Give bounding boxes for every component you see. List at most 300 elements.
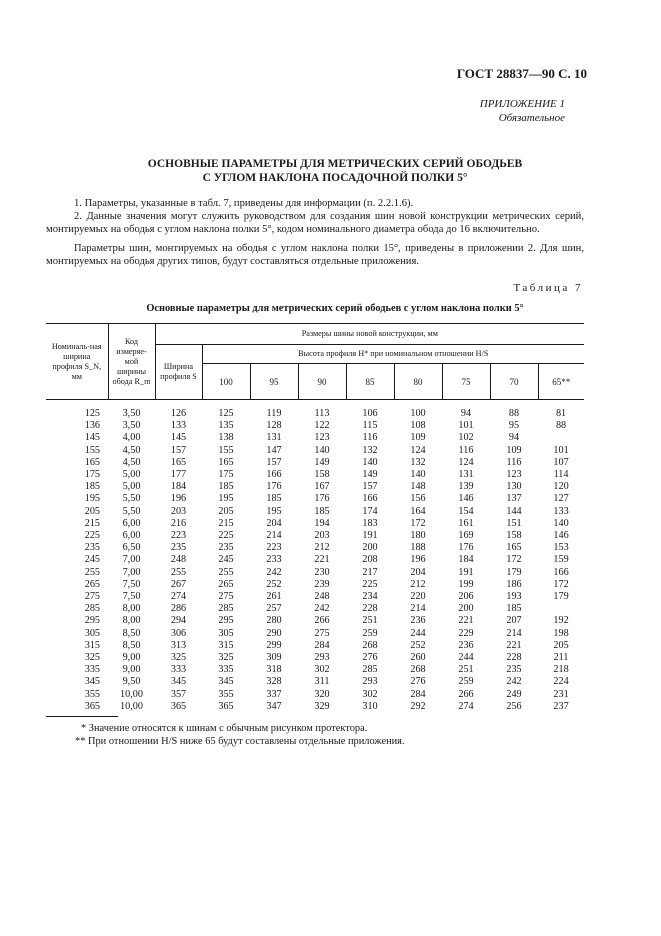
header-profile-height: Высота профиля H* при номинальном отношении H/S bbox=[202, 345, 584, 364]
paragraph-3: Параметры шин, монтируемых на ободья с углом наклона полки 15°, приведены в приложении 2. Для шин, монтируемых на ободья других типов, будут составляться отдельные приложения. bbox=[46, 243, 584, 267]
table-cell: 81 bbox=[555, 408, 567, 419]
table-row bbox=[46, 469, 584, 481]
table-cell: 164 bbox=[410, 505, 426, 517]
table-cell: 242 bbox=[266, 566, 282, 578]
table-cell: 205 bbox=[218, 505, 234, 517]
table-cell: 9,00 bbox=[122, 652, 141, 664]
table-cell: 311 bbox=[314, 676, 330, 688]
table-cell: 229 bbox=[458, 627, 474, 639]
table-cell: 223 bbox=[266, 542, 282, 554]
title-line-1: ОСНОВНЫЕ ПАРАМЕТРЫ ДЛЯ МЕТРИЧЕСКИХ СЕРИЙ ОБОДЬЕВ bbox=[147, 158, 523, 170]
table-cell: 159 bbox=[553, 554, 569, 566]
table-cell: 88 bbox=[508, 408, 520, 419]
appendix-label bbox=[480, 97, 565, 125]
table-cell: 123 bbox=[506, 469, 522, 481]
table-cell: 195 bbox=[84, 493, 100, 505]
table-row bbox=[46, 542, 584, 554]
table-cell: 212 bbox=[410, 578, 426, 590]
table-cell: 176 bbox=[458, 542, 474, 554]
table-cell: 221 bbox=[506, 639, 522, 651]
table-cell: 266 bbox=[458, 688, 474, 700]
table-cell: 101 bbox=[458, 420, 474, 432]
table-cell: 302 bbox=[362, 688, 378, 700]
table-cell: 4,50 bbox=[122, 456, 141, 468]
table-cell: 94 bbox=[508, 432, 520, 444]
table-cell: 135 bbox=[218, 420, 234, 432]
table-row bbox=[46, 481, 584, 493]
table-cell: 231 bbox=[553, 688, 569, 700]
table-cell: 149 bbox=[314, 456, 330, 468]
table-cell: 6,00 bbox=[122, 517, 141, 529]
table-cell: 175 bbox=[218, 469, 234, 481]
table-cell: 251 bbox=[362, 615, 378, 627]
table-cell: 268 bbox=[410, 664, 426, 676]
table-cell: 128 bbox=[266, 420, 282, 432]
table-cell: 188 bbox=[410, 542, 426, 554]
table-cell: 328 bbox=[266, 676, 282, 688]
table-cell: 166 bbox=[266, 469, 282, 481]
table-cell: 295 bbox=[218, 615, 234, 627]
table-cell: 157 bbox=[362, 481, 378, 493]
table-cell: 132 bbox=[362, 444, 378, 456]
table-cell: 186 bbox=[506, 578, 522, 590]
table-cell: 155 bbox=[218, 444, 234, 456]
table-cell: 185 bbox=[266, 493, 282, 505]
table-cell: 179 bbox=[506, 566, 522, 578]
table-cell: 293 bbox=[362, 676, 378, 688]
table-row bbox=[46, 640, 584, 652]
header-new-design-dimensions: Размеры шины новой конструкции, мм bbox=[155, 324, 584, 345]
table-cell: 185 bbox=[84, 481, 100, 493]
table-cell: 236 bbox=[410, 615, 426, 627]
table-cell: 208 bbox=[362, 554, 378, 566]
table-cell: 335 bbox=[218, 664, 234, 676]
table-row bbox=[46, 493, 584, 505]
table-row bbox=[46, 676, 584, 688]
table-cell: 144 bbox=[506, 505, 522, 517]
table-cell: 276 bbox=[362, 652, 378, 664]
table-cell: 5,00 bbox=[122, 469, 141, 481]
table-cell: 220 bbox=[410, 591, 426, 603]
table-cell: 255 bbox=[218, 566, 234, 578]
table-cell: 221 bbox=[314, 554, 330, 566]
table-cell: 242 bbox=[506, 676, 522, 688]
table-cell: 119 bbox=[266, 408, 282, 419]
table-cell: 158 bbox=[314, 469, 330, 481]
table-cell: 116 bbox=[506, 456, 522, 468]
table-cell: 126 bbox=[170, 408, 187, 419]
table-cell: 123 bbox=[314, 432, 330, 444]
table-cell: 286 bbox=[170, 603, 187, 615]
table-cell: 184 bbox=[170, 481, 187, 493]
table-cell: 145 bbox=[84, 432, 100, 444]
table-cell: 125 bbox=[84, 408, 100, 419]
table-row bbox=[46, 664, 584, 676]
table-cell: 172 bbox=[553, 578, 569, 590]
table-cell: 275 bbox=[314, 627, 330, 639]
table-cell: 125 bbox=[218, 408, 234, 419]
table-cell: 221 bbox=[458, 615, 474, 627]
appendix-title: ПРИЛОЖЕНИЕ 1 bbox=[479, 98, 565, 110]
table-cell: 8,00 bbox=[122, 603, 141, 615]
table-cell: 256 bbox=[506, 700, 522, 712]
table-cell: 337 bbox=[266, 688, 282, 700]
table-cell: 138 bbox=[218, 432, 234, 444]
table-cell: 203 bbox=[314, 530, 330, 542]
table-cell: 196 bbox=[170, 493, 187, 505]
table-cell: 266 bbox=[314, 615, 330, 627]
table-cell: 195 bbox=[218, 493, 234, 505]
table-cell: 5,00 bbox=[122, 481, 141, 493]
table-cell: 172 bbox=[410, 517, 426, 529]
appendix-status: Обязательное bbox=[498, 112, 565, 124]
table-cell: 161 bbox=[458, 517, 474, 529]
header-ratio-3: 85 bbox=[346, 364, 394, 400]
table-cell: 169 bbox=[458, 530, 474, 542]
table-cell: 237 bbox=[553, 700, 569, 712]
table-cell: 95 bbox=[508, 420, 520, 432]
table-cell: 216 bbox=[170, 517, 187, 529]
table-cell: 347 bbox=[266, 700, 282, 712]
table-cell: 294 bbox=[170, 615, 187, 627]
header-section-width: Ширина профиля S bbox=[155, 345, 202, 400]
table-cell: 230 bbox=[314, 566, 330, 578]
table-cell: 165 bbox=[170, 456, 187, 468]
table-cell: 242 bbox=[314, 603, 330, 615]
table-cell: 203 bbox=[170, 505, 187, 517]
table-row bbox=[46, 530, 584, 542]
table-cell: 207 bbox=[506, 615, 522, 627]
table-cell: 140 bbox=[314, 444, 330, 456]
table-cell: 235 bbox=[218, 542, 234, 554]
table-cell: 265 bbox=[218, 578, 234, 590]
table-cell: 276 bbox=[410, 676, 426, 688]
table-cell: 193 bbox=[506, 591, 522, 603]
table-cell: 195 bbox=[266, 505, 282, 517]
table-cell: 131 bbox=[458, 469, 474, 481]
table-cell: 8,50 bbox=[122, 639, 141, 651]
table-cell: 305 bbox=[84, 627, 100, 639]
table-cell: 158 bbox=[506, 530, 522, 542]
table-cell: 114 bbox=[553, 469, 569, 481]
table-cell: 139 bbox=[458, 481, 474, 493]
table-cell: 108 bbox=[410, 420, 426, 432]
table-cell: 140 bbox=[410, 469, 426, 481]
table-cell: 329 bbox=[314, 700, 330, 712]
table-row bbox=[46, 400, 584, 421]
table-cell: 88 bbox=[555, 420, 567, 432]
table-cell: 184 bbox=[458, 554, 474, 566]
header-ratio-0: 100 bbox=[202, 364, 250, 400]
table-cell: 249 bbox=[506, 688, 522, 700]
table-cell: 8,00 bbox=[122, 615, 141, 627]
table-cell: 355 bbox=[84, 688, 100, 700]
table-cell: 176 bbox=[314, 493, 330, 505]
table-cell: 315 bbox=[218, 639, 234, 651]
table-cell: 259 bbox=[362, 627, 378, 639]
table-cell: 211 bbox=[553, 652, 569, 664]
table-cell: 154 bbox=[458, 505, 474, 517]
table-cell: 136 bbox=[84, 420, 100, 432]
table-cell: 284 bbox=[410, 688, 426, 700]
table-number: Таблица 7 bbox=[513, 282, 583, 294]
table-cell: 275 bbox=[218, 591, 234, 603]
table-cell: 236 bbox=[458, 639, 474, 651]
table-cell: 248 bbox=[170, 554, 187, 566]
table-cell: 199 bbox=[458, 578, 474, 590]
table-cell: 140 bbox=[553, 517, 569, 529]
paragraph-1: 1. Параметры, указанные в табл. 7, приведены для информации (п. 2.2.1.6). bbox=[74, 198, 414, 209]
table-cell: 228 bbox=[506, 652, 522, 664]
header-rim-code: Код измеряе-мой ширины обода R_m bbox=[108, 324, 155, 400]
table-cell: 133 bbox=[553, 505, 569, 517]
table-row bbox=[46, 652, 584, 664]
table-cell: 140 bbox=[362, 456, 378, 468]
table-cell: 285 bbox=[84, 603, 100, 615]
table-cell: 217 bbox=[362, 566, 378, 578]
table-cell: 244 bbox=[458, 652, 474, 664]
table-cell: 165 bbox=[84, 456, 100, 468]
table-cell: 215 bbox=[218, 517, 234, 529]
table-cell: 175 bbox=[84, 469, 100, 481]
table-cell: 5,50 bbox=[122, 505, 141, 517]
footnote-separator bbox=[46, 716, 118, 717]
table-cell: 345 bbox=[170, 676, 187, 688]
table-cell: 205 bbox=[84, 505, 100, 517]
table-cell: 318 bbox=[266, 664, 282, 676]
table-row bbox=[46, 579, 584, 591]
table-cell: 293 bbox=[314, 652, 330, 664]
table-cell: 7,00 bbox=[122, 566, 141, 578]
table-cell: 365 bbox=[84, 700, 100, 712]
table-cell: 127 bbox=[553, 493, 569, 505]
table-cell: 295 bbox=[84, 615, 100, 627]
header-ratio-2: 90 bbox=[298, 364, 346, 400]
table-cell: 146 bbox=[553, 530, 569, 542]
table-cell: 235 bbox=[506, 664, 522, 676]
table-cell: 107 bbox=[553, 456, 569, 468]
table-cell: 235 bbox=[84, 542, 100, 554]
table-cell: 102 bbox=[458, 432, 474, 444]
table-cell: 4,50 bbox=[122, 444, 141, 456]
table-cell: 200 bbox=[362, 542, 378, 554]
table-cell: 166 bbox=[553, 566, 569, 578]
table-row bbox=[46, 615, 584, 627]
table-cell: 252 bbox=[266, 578, 282, 590]
table-cell: 255 bbox=[170, 566, 187, 578]
table-cell: 132 bbox=[410, 456, 426, 468]
table-cell: 261 bbox=[266, 591, 282, 603]
table-cell: 259 bbox=[458, 676, 474, 688]
table-cell: 225 bbox=[218, 530, 234, 542]
table-cell: 147 bbox=[266, 444, 282, 456]
table-cell: 8,50 bbox=[122, 627, 141, 639]
table-row bbox=[46, 457, 584, 469]
page-header: ГОСТ 28837—90 С. 10 bbox=[456, 66, 587, 81]
table-cell: 94 bbox=[460, 408, 472, 419]
table-cell: 3,50 bbox=[122, 408, 141, 419]
table-cell: 180 bbox=[410, 530, 426, 542]
table-cell: 204 bbox=[266, 517, 282, 529]
header-ratio-6: 70 bbox=[490, 364, 538, 400]
table-cell: 116 bbox=[362, 432, 378, 444]
table-cell: 333 bbox=[170, 664, 187, 676]
table-cell: 109 bbox=[506, 444, 522, 456]
table-cell: 345 bbox=[218, 676, 234, 688]
table-cell: 10,00 bbox=[120, 700, 143, 712]
table-cell: 106 bbox=[362, 408, 378, 419]
table-cell: 113 bbox=[314, 408, 330, 419]
table-row bbox=[46, 554, 584, 566]
paragraph-2: 2. Данные значения могут служить руководством для создания шин новой конструкции метрических серий, монтируемых на ободья с углом наклона полки 5°, кодом номинального диаметра обода до 16 включительно. bbox=[46, 211, 584, 235]
table-cell: 9,00 bbox=[122, 664, 141, 676]
table-cell: 265 bbox=[84, 578, 100, 590]
table-cell: 185 bbox=[506, 603, 522, 615]
table-cell: 345 bbox=[84, 676, 100, 688]
table-row bbox=[46, 506, 584, 518]
table-cell: 215 bbox=[84, 517, 100, 529]
table-cell: 248 bbox=[314, 591, 330, 603]
table-cell: 9,50 bbox=[122, 676, 141, 688]
table-cell: 357 bbox=[170, 688, 187, 700]
table-cell: 148 bbox=[410, 481, 426, 493]
table-cell: 145 bbox=[170, 432, 187, 444]
table-cell: 151 bbox=[506, 517, 522, 529]
table-title: Основные параметры для метрических серий ободьев с углом наклона полки 5° bbox=[146, 303, 524, 314]
table-cell: 7,50 bbox=[122, 578, 141, 590]
table-cell: 204 bbox=[410, 566, 426, 578]
table-cell: 285 bbox=[362, 664, 378, 676]
table-cell: 355 bbox=[218, 688, 234, 700]
table-cell: 4,00 bbox=[122, 432, 141, 444]
table-cell: 109 bbox=[410, 432, 426, 444]
table-cell: 156 bbox=[410, 493, 426, 505]
table-cell: 10,00 bbox=[120, 688, 143, 700]
header-ratio-4: 80 bbox=[394, 364, 442, 400]
table-cell: 7,00 bbox=[122, 554, 141, 566]
table-row bbox=[46, 518, 584, 530]
table-cell: 7,50 bbox=[122, 591, 141, 603]
table-cell: 192 bbox=[553, 615, 569, 627]
table-cell: 299 bbox=[266, 639, 282, 651]
table-cell: 120 bbox=[553, 481, 569, 493]
table-cell: 302 bbox=[314, 664, 330, 676]
table-cell: 260 bbox=[410, 652, 426, 664]
table-cell: 101 bbox=[553, 444, 569, 456]
table-row bbox=[46, 591, 584, 603]
table-cell: 292 bbox=[410, 700, 426, 712]
header-ratio-1: 95 bbox=[250, 364, 298, 400]
table-cell: 206 bbox=[458, 591, 474, 603]
table-row bbox=[46, 628, 584, 640]
table-cell: 165 bbox=[218, 456, 234, 468]
table-cell: 6,00 bbox=[122, 530, 141, 542]
table-cell: 218 bbox=[553, 664, 569, 676]
table-cell: 165 bbox=[506, 542, 522, 554]
table-cell: 305 bbox=[218, 627, 234, 639]
table-cell: 166 bbox=[362, 493, 378, 505]
table-cell: 179 bbox=[553, 591, 569, 603]
table-cell: 225 bbox=[362, 578, 378, 590]
table-cell: 214 bbox=[410, 603, 426, 615]
table-cell: 313 bbox=[170, 639, 187, 651]
table-cell: 275 bbox=[84, 591, 100, 603]
table-row bbox=[46, 420, 584, 432]
table-cell: 6,50 bbox=[122, 542, 141, 554]
footnote-1: * Значение относятся к шинам с обычным рисунком протектора. bbox=[81, 723, 368, 734]
table-cell: 214 bbox=[506, 627, 522, 639]
table-row bbox=[46, 701, 584, 713]
table-cell: 155 bbox=[84, 444, 100, 456]
table-cell: 124 bbox=[410, 444, 426, 456]
table-cell: 280 bbox=[266, 615, 282, 627]
table-cell: 325 bbox=[84, 652, 100, 664]
table-cell: 365 bbox=[170, 700, 187, 712]
table-cell: 3,50 bbox=[122, 420, 141, 432]
table-row bbox=[46, 567, 584, 579]
table-cell: 194 bbox=[314, 517, 330, 529]
table-cell: 235 bbox=[170, 542, 187, 554]
table-cell: 153 bbox=[553, 542, 569, 554]
table-cell: 176 bbox=[266, 481, 282, 493]
table-cell: 315 bbox=[84, 639, 100, 651]
table-cell: 245 bbox=[84, 554, 100, 566]
table-cell: 257 bbox=[266, 603, 282, 615]
table-cell: 131 bbox=[266, 432, 282, 444]
table-cell: 325 bbox=[218, 652, 234, 664]
table-cell: 167 bbox=[314, 481, 330, 493]
table-cell: 185 bbox=[314, 505, 330, 517]
table-row bbox=[46, 603, 584, 615]
table-cell: 290 bbox=[266, 627, 282, 639]
header-nominal-width: Номиналь-ная ширина профиля S_N, мм bbox=[46, 324, 108, 400]
table-cell: 274 bbox=[458, 700, 474, 712]
table-cell: 174 bbox=[362, 505, 378, 517]
table-cell: 130 bbox=[506, 481, 522, 493]
table-cell: 157 bbox=[170, 444, 187, 456]
table-cell: 122 bbox=[314, 420, 330, 432]
parameters-table bbox=[46, 323, 584, 713]
table-row bbox=[46, 445, 584, 457]
header-ratio-5: 75 bbox=[442, 364, 490, 400]
table-cell: 310 bbox=[362, 700, 378, 712]
table-cell: 252 bbox=[410, 639, 426, 651]
table-cell: 205 bbox=[553, 639, 569, 651]
table-cell: 335 bbox=[84, 664, 100, 676]
table-cell: 137 bbox=[506, 493, 522, 505]
table-cell: 5,50 bbox=[122, 493, 141, 505]
table-cell: 157 bbox=[266, 456, 282, 468]
table-cell: 177 bbox=[170, 469, 187, 481]
table-cell: 306 bbox=[170, 627, 187, 639]
table-cell: 133 bbox=[170, 420, 187, 432]
table-cell: 225 bbox=[84, 530, 100, 542]
table-cell: 191 bbox=[362, 530, 378, 542]
table-cell: 212 bbox=[314, 542, 330, 554]
table-cell: 198 bbox=[553, 627, 569, 639]
table-cell: 115 bbox=[362, 420, 378, 432]
table-cell: 185 bbox=[218, 481, 234, 493]
table-cell: 233 bbox=[266, 554, 282, 566]
table-cell: 191 bbox=[458, 566, 474, 578]
table-cell: 214 bbox=[266, 530, 282, 542]
document-title bbox=[40, 157, 630, 185]
header-ratio-7: 65** bbox=[538, 364, 584, 400]
table-cell: 325 bbox=[170, 652, 187, 664]
table-cell: 255 bbox=[84, 566, 100, 578]
table-cell: 245 bbox=[218, 554, 234, 566]
title-line-2: С УГЛОМ НАКЛОНА ПОСАДОЧНОЙ ПОЛКИ 5° bbox=[202, 172, 468, 184]
